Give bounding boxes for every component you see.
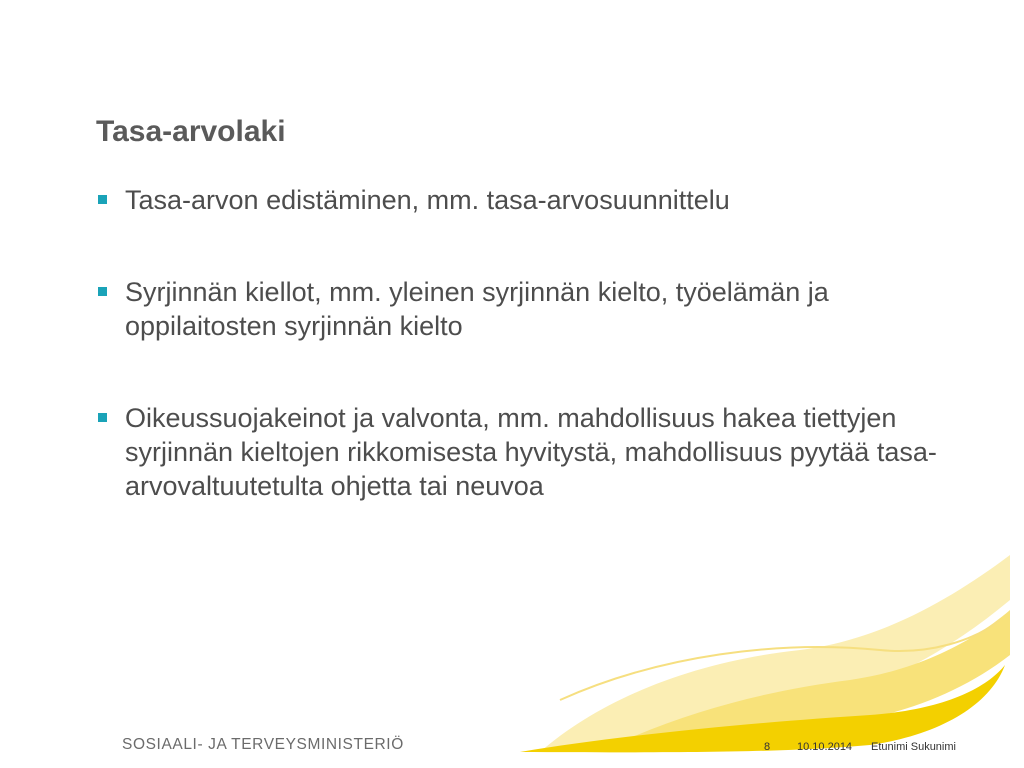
page-number: 8: [764, 741, 771, 753]
bullet-item: [96, 183, 976, 217]
footer-author: Etunimi Sukunimi: [871, 741, 956, 753]
ministry-logo-text: SOSIAALI- JA TERVEYSMINISTERIÖ: [122, 736, 404, 753]
bullet-text: Syrjinnän kiellot, mm. yleinen syrjinnän kielto, työelämän ja oppilaitosten syrjinnän kielto: [125, 277, 829, 341]
square-bullet-icon: [98, 287, 107, 296]
bullet-text: Oikeussuojakeinot ja valvonta, mm. mahdollisuus hakea tiettyjen syrjinnän kieltojen rikkomisesta hyvitystä, mahdollisuus pyytää tasa-arvovaltuutetulta ohjetta tai neuvoa: [125, 403, 937, 501]
slide-title: Tasa-arvolaki: [96, 115, 286, 148]
square-bullet-icon: [98, 413, 107, 422]
bullet-list: [96, 183, 976, 503]
bullet-text: Tasa-arvon edistäminen, mm. tasa-arvosuunnittelu: [125, 185, 730, 215]
bullet-item: [96, 275, 976, 343]
square-bullet-icon: [98, 195, 107, 204]
footer-date: 10.10.2014: [797, 741, 853, 753]
bullet-item: [96, 401, 976, 503]
